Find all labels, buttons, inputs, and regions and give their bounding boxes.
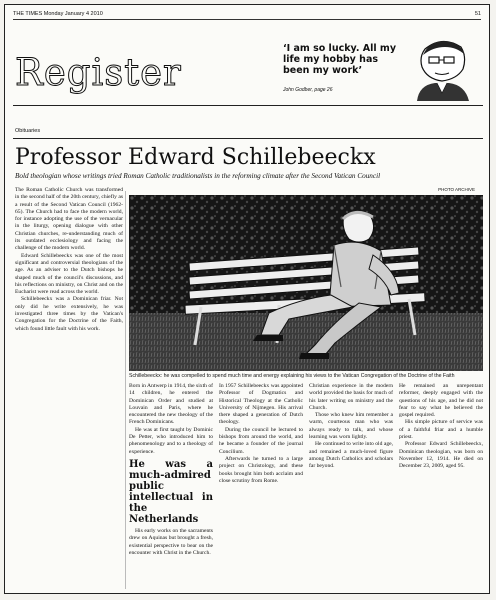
article-headline: Professor Edward Schillebeeckx (15, 145, 376, 170)
column-1-paragraph: The Roman Catholic Church was transformed in the second half of the 20th century, chiefly as a result of the Second Vatican Council (1962-65). The Church had to face the modern world, for instance adopting the use of the vernacular in the liturgy, opening dialogue with other Christian churches, re-understanding much of its outdated ecclesiology and facing the challenge of the modern world. (15, 187, 123, 252)
column-4-paragraph: Those who knew him remember a warm, courteous man who was always ready to talk, and whose learning was worn lightly. (309, 412, 393, 441)
promo-box (275, 29, 483, 107)
column-5-paragraph: His simple picture of service was of a faithful friar and a humble priest. (399, 419, 483, 441)
column-1-paragraph: Edward Schillebeeckx was one of the most significant and controversial theologians of the age. As an adviser to the Dutch bishops he shaped much of the council's discussions, and his reflections on ministry, on Christ and on the Eucharist were read across the world. (15, 252, 123, 296)
section-title: Register (15, 51, 182, 94)
article-standfirst: Bold theologian whose writings tried Roman Catholic traditionalists in the reforming climate after the Second Vatican Council (15, 172, 381, 180)
column-3-paragraph: During the council he lectured to bishops from around the world, and he became a founder of the journal Concilium. (219, 426, 303, 455)
article-subhead: He was a much-admired public intellectual in the Netherlands (129, 458, 213, 525)
page-number: 51 (474, 11, 481, 17)
column-2-paragraph: His early works on the sacraments drew on Aquinas but brought a fresh, existential perspective to bear on the encounter with Christ in the Church. (129, 527, 213, 556)
column-separator (125, 191, 126, 589)
column-1-paragraph: Schillebeeckx was a Dominican friar. Not only did he write extensively, he was investigated three times by the Vatican's Congregation for the Doctrine of the Faith, which found little fault with his work. (15, 296, 123, 332)
masthead-strip (13, 9, 481, 20)
promo-portrait (407, 35, 477, 101)
masthead-dateline: THE TIMES Monday January 4 2010 (13, 11, 103, 17)
article-column-5 (399, 383, 483, 589)
column-2-paragraph: He was at first taught by Dominic De Petter, who introduced him to phenomenology and to a theology of experience. (129, 426, 213, 455)
article-kicker: Obituaries (15, 128, 41, 134)
newspaper-page (4, 4, 490, 594)
headline-top-rule (13, 138, 483, 139)
article-column-3 (219, 383, 303, 589)
column-4-paragraph: He continued to write into old age, and remained a much-loved figure among Dutch Catholics and scholars far beyond. (309, 441, 393, 470)
article-column-2 (129, 383, 213, 589)
promo-credit: John Godber, page 26 (283, 87, 333, 93)
promo-quote: ‘I am so lucky. All my life my hobby has been my work’ (283, 43, 397, 76)
photo-credit: PHOTO ARCHIVE (438, 187, 475, 192)
column-5-paragraph: He remained an unrepentant reformer, deeply engaged with the questions of his age, and he did not fear to say what he believed the gospel required. (399, 383, 483, 419)
photo-caption: Schillebeeckx: he was compelled to spend much time and energy explaining his views to the Vatican Congregation of the Doctrine of the Faith (129, 373, 455, 379)
article-column-4 (309, 383, 393, 589)
column-2-paragraph: Born in Antwerp in 1914, the sixth of 14 children, he entered the Dominican Order and studied at Louvain and Paris, where he encountered the new theology of the French Dominicans. (129, 383, 213, 426)
article-column-1 (15, 187, 123, 589)
article-photo (129, 195, 483, 371)
column-3-paragraph: In 1957 Schillebeeckx was appointed Professor of Dogmatics and Historical Theology at the Catholic University of Nijmegen. His arrival there shaped a generation of Dutch theology. (219, 383, 303, 426)
column-4-paragraph: Christian experience in the modern world provided the basis for much of his later writing on ministry and the Church. (309, 383, 393, 411)
column-5-paragraph: Professor Edward Schillebeeckx, Dominican theologian, was born on November 12, 1914. He died on December 23, 2009, aged 95. (399, 441, 483, 470)
column-3-paragraph: Afterwards he turned to a large project on Christology, and these books brought him both acclaim and close scrutiny from Rome. (219, 455, 303, 484)
